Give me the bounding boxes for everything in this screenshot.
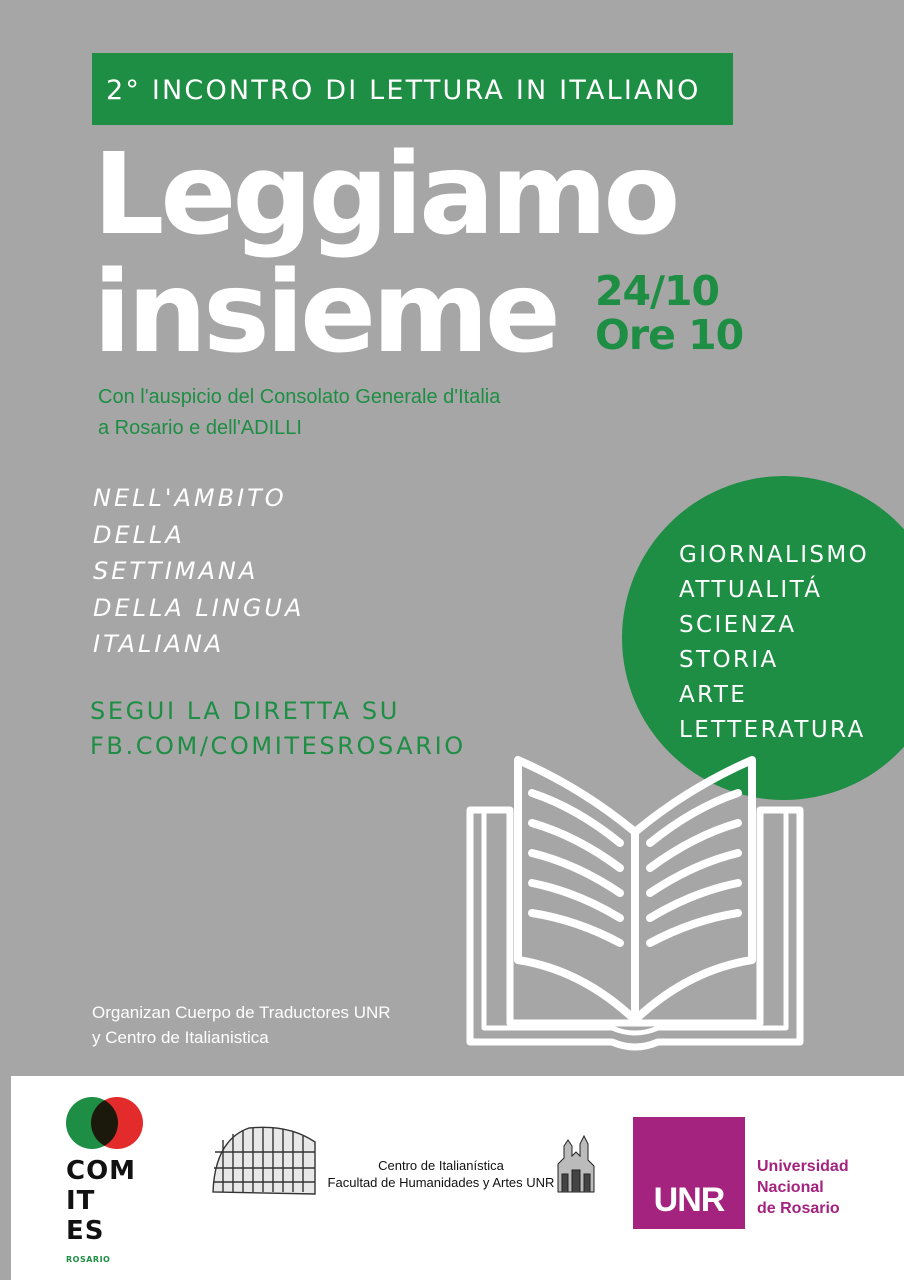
topic-item: ARTE [679,682,748,708]
ambito-line: DELLA [93,520,185,549]
header-banner [92,53,733,125]
topic-item: ATTUALITÁ [679,577,823,603]
title-line-2: insieme [93,248,557,378]
comites-logo-subtitle: ROSARIO [66,1255,111,1264]
comites-logo-red-circle [91,1097,143,1149]
ambito-line: NELL'AMBITO [93,484,287,512]
cathedral-icon [556,1134,596,1194]
centro-line-2: Facultad de Humanidades y Artes UNR [327,1175,555,1190]
topic-item: GIORNALISMO [679,542,870,568]
comites-logo-text [66,1156,136,1246]
segui-line-1: SEGUI LA DIRETTA SU [90,697,400,725]
auspicio-text [98,382,500,444]
banner-text: 2° INCONTRO DI LETTURA IN ITALIANO [106,75,701,106]
comites-logo-line: COM [66,1156,137,1186]
unr-name-line: de Rosario [757,1200,840,1217]
auspicio-line-2: a Rosario e dell'ADILLI [98,417,302,439]
ambito-line: ITALIANA [93,630,225,658]
event-date: 24/10 [595,267,720,315]
facebook-link[interactable]: FB.COM/COMITESROSARIO [90,732,466,760]
unr-logo [633,1117,745,1229]
topic-item: STORIA [679,647,779,673]
topic-item: LETTERATURA [679,717,866,743]
segui-text [90,694,466,764]
title-line-1: Leggiamo [93,130,677,260]
ambito-line: DELLA LINGUA [93,593,305,622]
organizers-line-2: y Centro de Italianistica [92,1028,269,1047]
organizers-text [92,1000,391,1050]
centro-line-1: Centro de Italianística [378,1158,504,1173]
auspicio-line-1: Con l'auspicio del Consolato Generale d'Italia [98,386,501,408]
unr-name [757,1156,849,1219]
unr-logo-abbr: UNR [653,1181,725,1219]
topic-item: SCIENZA [679,612,797,638]
event-time: Ore 10 [595,311,744,359]
unr-name-line: Nacional [757,1179,824,1196]
open-book-icon [462,748,808,1054]
topics-list [679,538,869,748]
comites-logo-line: IT [66,1186,96,1216]
comites-logo-line: ES [66,1216,105,1246]
ambito-text [93,480,304,663]
unr-name-line: Universidad [757,1158,849,1175]
centro-italianistica-label [326,1157,556,1191]
ambito-line: SETTIMANA [93,557,259,585]
colosseum-icon [209,1122,319,1198]
organizers-line-1: Organizan Cuerpo de Traductores UNR [92,1003,391,1022]
